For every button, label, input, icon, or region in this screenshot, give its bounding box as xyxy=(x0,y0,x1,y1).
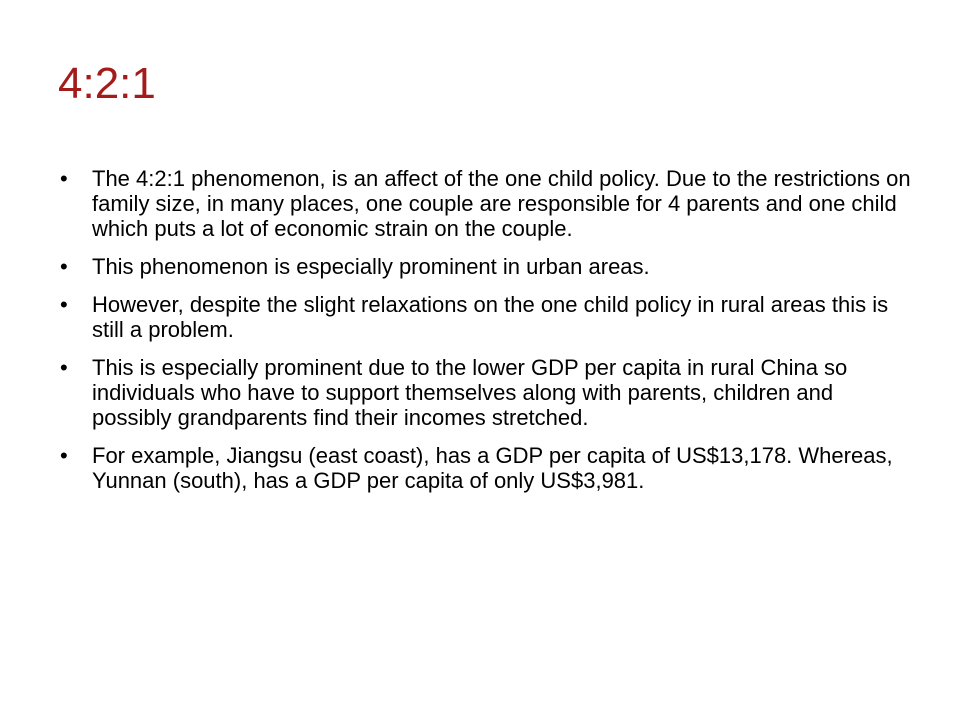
bullet-text: However, despite the slight relaxations on the one child policy in rural areas this is still a problem. xyxy=(92,292,889,342)
bullet-text: This is especially prominent due to the lower GDP per capita in rural China so individuals who have to support themselves along with parents, children and possibly grandparents find their incomes stretched. xyxy=(92,355,848,430)
bullet-text: This phenomenon is especially prominent in urban areas. xyxy=(92,254,650,279)
bullet-item xyxy=(58,292,918,342)
bullet-marker: • xyxy=(60,355,68,380)
bullet-marker: • xyxy=(60,254,68,279)
bullet-marker: • xyxy=(60,166,68,191)
bullet-marker: • xyxy=(60,443,68,468)
bullet-item xyxy=(58,355,918,430)
bullet-item xyxy=(58,166,918,241)
bullet-text: The 4:2:1 phenomenon, is an affect of the one child policy. Due to the restrictions on family size, in many places, one couple are responsible for 4 parents and one child which puts a lot of economic strain on the couple. xyxy=(92,166,911,241)
bullet-item xyxy=(58,443,918,493)
bullet-text: For example, Jiangsu (east coast), has a GDP per capita of US$13,178. Whereas, Yunnan (south), has a GDP per capita of only US$3,981. xyxy=(92,443,893,493)
bullet-list xyxy=(58,166,918,506)
slide-title: 4:2:1 xyxy=(58,59,156,108)
bullet-marker: • xyxy=(60,292,68,317)
bullet-item xyxy=(58,254,918,279)
